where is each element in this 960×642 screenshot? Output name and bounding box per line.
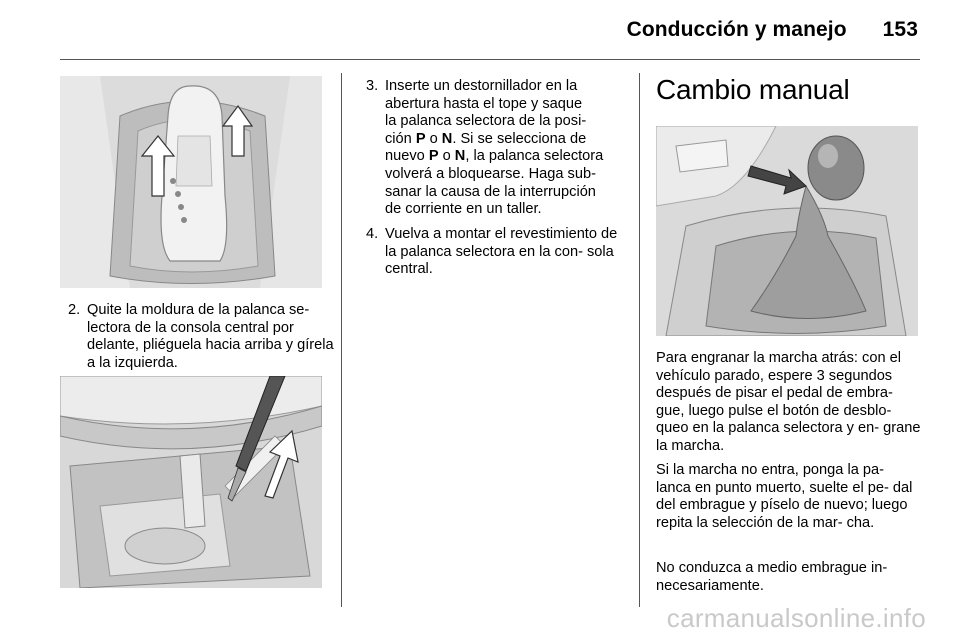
step-4-text: Vuelva a montar el revestimiento de la palanca selectora en la con- sola central. bbox=[385, 226, 618, 278]
step-3 bbox=[366, 78, 628, 219]
watermark: carmanualsonline.info bbox=[666, 603, 926, 633]
paragraph-2: Si la marcha no entra, ponga la pa- lanca en punto muerto, suelte el pe- dal del embrague y píselo de nuevo; luego repita la selección de la mar- cha. bbox=[656, 462, 913, 531]
step-4-number: 4. bbox=[366, 226, 379, 242]
section-heading: Cambio manual bbox=[656, 74, 850, 105]
step-2-text: Quite la moldura de la palanca se- lectora de la consola central por delante, pliéguela hacia arriba y gírela a la izquierda. bbox=[87, 302, 334, 371]
manual-gearshift-illustration bbox=[656, 126, 918, 336]
step-3-text: Inserte un destornillador en la abertura hasta el tope y saque la palanca selectora de la posi- ción P o N. Si se selecciona de nuevo P o N, la palanca selectora volverá a bloquearse. Haga sub- sanar la causa de la interrupción de corriente en un taller. bbox=[385, 78, 604, 218]
header-rule bbox=[60, 59, 920, 60]
paragraph-3: No conduzca a medio embrague in- necesariamente. bbox=[656, 560, 888, 594]
step-4 bbox=[366, 226, 632, 279]
step-2-number: 2. bbox=[68, 302, 81, 318]
paragraph-1: Para engranar la marcha atrás: con el vehículo parado, espere 3 segundos después de pisar el pedal de embra- gue, luego pulse el botón de desblo- queo en la palanca selectora y en- grane la marcha. bbox=[656, 350, 921, 454]
page-number: 153 bbox=[882, 18, 918, 41]
column-divider-2 bbox=[639, 73, 640, 607]
page-header bbox=[627, 18, 918, 42]
step-3-number: 3. bbox=[366, 78, 379, 94]
screwdriver-illustration bbox=[60, 376, 322, 588]
step-2 bbox=[68, 302, 340, 372]
header-title: Conducción y manejo bbox=[626, 18, 847, 41]
column-divider-1 bbox=[341, 73, 342, 607]
selector-lever-illustration bbox=[60, 76, 322, 288]
